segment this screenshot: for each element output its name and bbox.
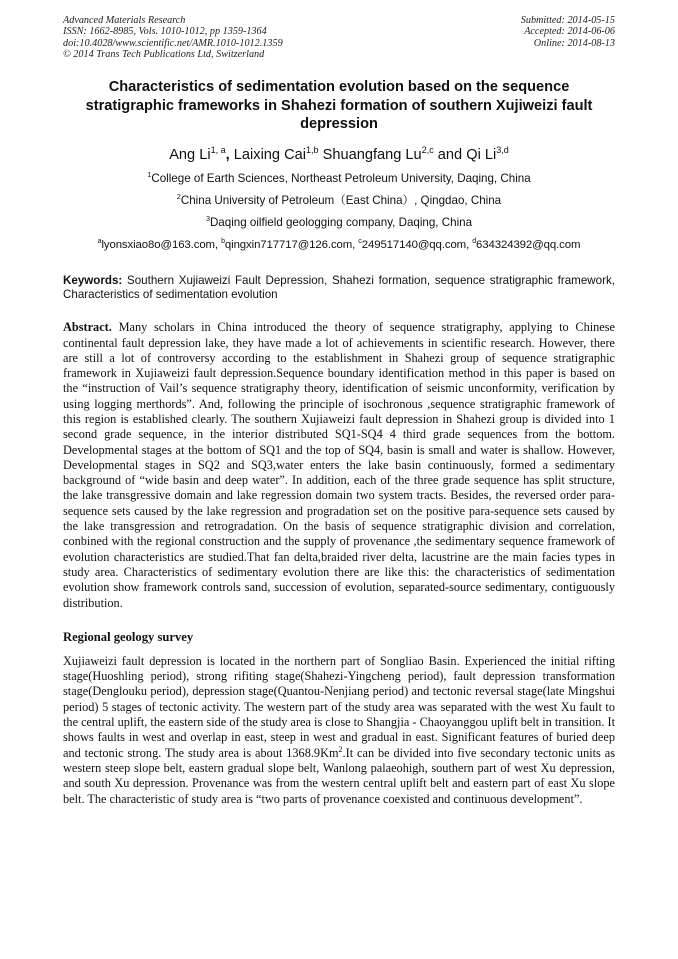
paragraph-text-continued: .It can be divided into five secondary tectonic units as western steep slope belt, eastern gradual slope belt, Wanlong palaeohigh, southern part of west Xu depression, and south Xu depression. Provenance was from the western central uplift belt and eastern part of east Xu slope belt. The characteristic of study area is “two parts of provenance coexisted and continuous development”.	[63, 745, 615, 806]
author-affil-marker: 1,b	[306, 145, 319, 156]
affiliation	[63, 216, 615, 230]
submission-dates	[521, 15, 615, 60]
paper-title: Characteristics of sedimentation evolution based on the sequence stratigraphic frameworks in Shahezi formation of southern Xujiweizi fault depression	[85, 79, 593, 132]
abstract-text: Many scholars in China introduced the theory of sequence stratigraphy, applying to Chinese continental fault depression lake, they have made a lot of achievements in scientific research. However, there are still a lot of controversy according to the establishment in Shahezi group of sequence stratigraphic framework in Xujiaweizi fault depression.Sequence boundary identification method in this paper is based on the “instruction of Vail’s sequence stratigraphy theory, identification of seismic unconformity, verification by using logging merthords”. And, following the principle of isochronous ,sequence stratigraphic framework of this region is established clearly. The southern Xujiaweizi fault depression in Shahezi group is divided into 1 second grade sequence, in the interior distributed SQ1-SQ4 4 third grade sequences from the bottom. Developmental stages at the bottom of SQ1 and the top of SQ4, basin is small and water is shallow. However, Developmental stages in SQ2 and SQ3,water enters the lake basin continuously, formed a sedimentary background of “wide basin and deep water”. In addition, each of the three grade sequence has split structure, the lake transgressive domain and lake regression domain two system tracts. Besides, the reversed order para-sequence sets caused by the lake regression and progradation set on the positive para-sequence sets caused by the lake transgression and retrogradation. On the basis of sequence stratigraphic division and correlation, conbined with the regional construction and the supply of provenance ,the sedimentary sequence framework of evolution characteristics are studied.That fan delta,braided river delta, lacustrine are the main facies types in study area. Characteristics of sedimentary evolution there are like this: the characteristics of sedimentation evolution show framework controls sand, succession of evolution, separated-source sedimentary, contiguously distribution.	[63, 320, 615, 610]
author-affil-marker: 1, a	[210, 145, 226, 156]
issn-line: ISSN: 1662-8985, Vols. 1010-1012, pp 1359-1364	[63, 26, 267, 38]
affiliation-marker: 3	[205, 214, 210, 224]
affiliation-text: Daqing oilfield geologging company, Daqing, China	[209, 216, 473, 230]
journal-header	[63, 15, 615, 60]
affiliation-marker: 2	[176, 192, 181, 202]
email-link[interactable]: lyonsxiao8o@163.com,	[101, 239, 222, 252]
keywords-label: Keywords:	[63, 274, 123, 288]
email-link[interactable]: 634324392@qq.com	[476, 239, 581, 252]
email-marker: d	[472, 238, 477, 246]
email-marker: c	[358, 238, 362, 246]
journal-name: Advanced Materials Research	[63, 15, 186, 26]
email-link[interactable]: qingxin717717@126.com,	[224, 239, 359, 252]
paragraph-text: Xujiaweizi fault depression is located in the northern part of Songliao Basin. Experienced the initial rifting stage(Huoshling period), strong rifiting stage(Shahezi-Yingcheng period), fault depression transformation stage(Denglouku period), depression stage(Quantou-Nenjiang period) and tectonic reversal stage(late Mingshui period) 5 stages of tectonic activity. The western part of the study area was separated with the west Xu fault to the central uplift, the eastern side of the study area is close to Shangjia - Chaoyanggou uplift belt in transition. It shows faults in west and overlap in east, steep in west and gradual in east. Significant features of buried deep and tectonic strong. The study area is about 1368.9Km	[63, 653, 615, 760]
keywords-text: Southern Xujiaweizi Fault Depression, Shahezi formation, sequence stratigraphic framework, Characteristics of sedimentation evolution	[63, 274, 615, 301]
author-affil-marker: 2,c	[421, 145, 434, 156]
email-marker: a	[97, 238, 102, 246]
author-name: Qi Li	[466, 147, 497, 164]
doi-line: doi:10.4028/www.scientific.net/AMR.1010-1012.1359	[63, 37, 283, 49]
abstract-block	[63, 320, 615, 611]
accepted-date: Accepted: 2014-06-06	[524, 26, 615, 38]
author-emails	[63, 238, 615, 252]
affiliation	[63, 194, 615, 208]
online-date: Online: 2014-08-13	[533, 37, 615, 49]
affiliation-text: College of Earth Sciences, Northeast Petroleum University, Daqing, China	[151, 172, 531, 186]
keywords-block	[63, 274, 615, 301]
superscript-exponent: 2	[338, 744, 343, 754]
author-separator: ,	[225, 147, 230, 164]
affiliation	[63, 172, 615, 186]
copyright-line: © 2014 Trans Tech Publications Ltd, Switzerland	[63, 48, 265, 60]
author-separator: and	[437, 147, 463, 164]
journal-info	[63, 15, 283, 60]
email-marker: b	[221, 238, 225, 246]
submitted-date: Submitted: 2014-05-15	[520, 15, 615, 26]
section-heading: Regional geology survey	[63, 629, 194, 644]
email-link[interactable]: 249517140@qq.com,	[361, 239, 473, 252]
author-affil-marker: 3,d	[496, 145, 509, 156]
author-name: Laixing Cai	[233, 147, 306, 164]
author-name: Ang Li	[169, 147, 211, 164]
body-paragraph	[63, 654, 615, 807]
abstract-label: Abstract.	[63, 320, 112, 335]
affiliation-marker: 1	[147, 170, 152, 180]
author-list	[63, 146, 615, 164]
affiliation-text: China University of Petroleum（East China）, Qingdao, China	[180, 194, 502, 208]
author-name: Shuangfang Lu	[322, 147, 422, 164]
